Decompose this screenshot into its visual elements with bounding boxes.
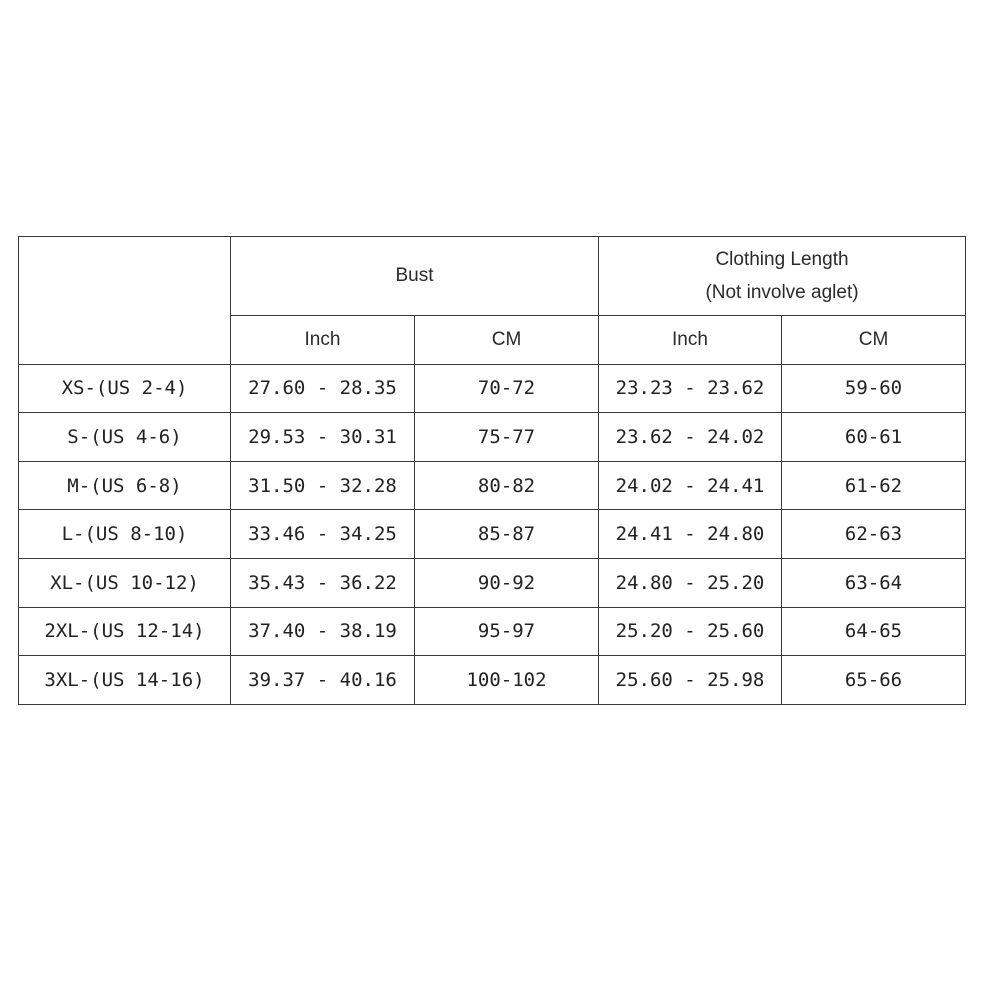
table-row [19,510,966,559]
table-row [19,413,966,462]
size-label: M-(US 6-8) [19,461,231,510]
table-row [19,656,966,705]
clothing-length-title: Clothing Length [715,249,849,270]
length-inch-cell: 24.41 - 24.80 [599,510,782,559]
bust-inch-cell: 31.50 - 32.28 [231,461,415,510]
bust-inch-cell: 27.60 - 28.35 [231,364,415,413]
length-cm-cell: 64-65 [782,607,966,656]
bust-cm-cell: 90-92 [415,559,599,608]
bust-header: Bust [231,237,599,316]
size-label: 2XL-(US 12-14) [19,607,231,656]
table-row [19,461,966,510]
size-label: 3XL-(US 14-16) [19,656,231,705]
bust-cm-cell: 100-102 [415,656,599,705]
length-cm-cell: 63-64 [782,559,966,608]
length-inch-cell: 25.60 - 25.98 [599,656,782,705]
size-label: S-(US 4-6) [19,413,231,462]
length-cm-cell: 59-60 [782,364,966,413]
table-row [19,559,966,608]
length-inch-header: Inch [599,316,782,365]
bust-inch-header: Inch [231,316,415,365]
bust-inch-cell: 39.37 - 40.16 [231,656,415,705]
bust-cm-cell: 75-77 [415,413,599,462]
bust-inch-cell: 33.46 - 34.25 [231,510,415,559]
bust-cm-cell: 95-97 [415,607,599,656]
bust-inch-cell: 37.40 - 38.19 [231,607,415,656]
length-cm-cell: 60-61 [782,413,966,462]
length-inch-cell: 23.23 - 23.62 [599,364,782,413]
clothing-length-note: (Not involve aglet) [705,282,859,303]
bust-inch-cell: 29.53 - 30.31 [231,413,415,462]
size-label: L-(US 8-10) [19,510,231,559]
size-chart-table [18,236,966,705]
corner-cell [19,237,231,365]
clothing-length-header [599,237,966,316]
header-row-groups [19,237,966,316]
length-inch-cell: 23.62 - 24.02 [599,413,782,462]
length-cm-cell: 65-66 [782,656,966,705]
bust-cm-cell: 85-87 [415,510,599,559]
table-row [19,607,966,656]
size-label: XL-(US 10-12) [19,559,231,608]
length-inch-cell: 24.80 - 25.20 [599,559,782,608]
length-cm-header: CM [782,316,966,365]
length-cm-cell: 62-63 [782,510,966,559]
length-inch-cell: 25.20 - 25.60 [599,607,782,656]
table-row [19,364,966,413]
bust-inch-cell: 35.43 - 36.22 [231,559,415,608]
length-inch-cell: 24.02 - 24.41 [599,461,782,510]
length-cm-cell: 61-62 [782,461,966,510]
bust-cm-header: CM [415,316,599,365]
bust-cm-cell: 70-72 [415,364,599,413]
size-label: XS-(US 2-4) [19,364,231,413]
bust-cm-cell: 80-82 [415,461,599,510]
